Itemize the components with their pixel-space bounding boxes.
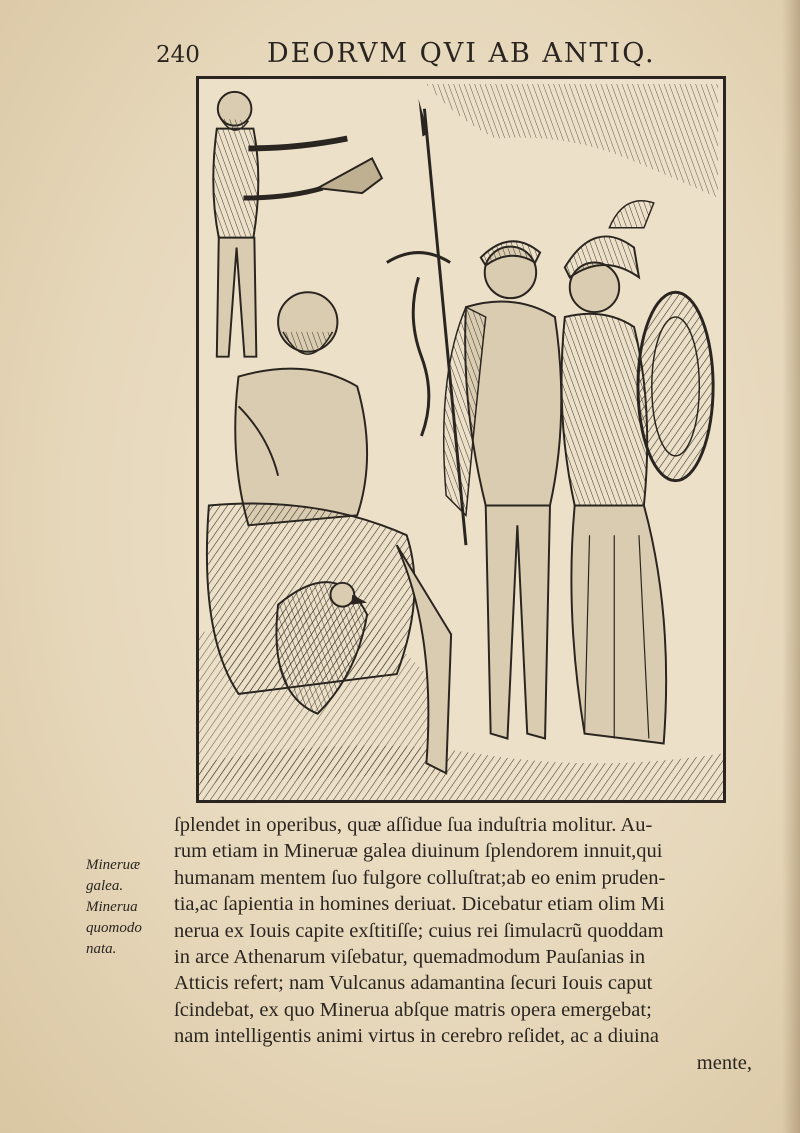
- shield-icon: [638, 292, 713, 480]
- text-line: nerua ex Iouis capite exſtitiſſe; cuius rei ſimulacrũ quoddam: [174, 919, 664, 942]
- margin-note-line: nata.: [86, 941, 117, 957]
- catchword: mente,: [696, 1051, 752, 1074]
- running-head: [150, 38, 690, 72]
- page-edge-shadow: [782, 0, 800, 1133]
- body-text: [174, 812, 752, 1076]
- cloud-shape: [426, 84, 718, 198]
- minerva-figure: [562, 201, 714, 744]
- text-line: tia,ac ſapientia in homines deriuat. Dicebatur etiam olim Mi: [174, 893, 665, 916]
- text-line: Atticis refert; nam Vulcanus adamantina ſecuri Iouis caput: [174, 972, 653, 995]
- running-title: DEORVM QVI AB ANTIQ.: [267, 38, 656, 69]
- margin-note-minerva-helmet: [86, 855, 178, 897]
- margin-note-minerva-birth: [86, 897, 178, 960]
- page-number: 240: [156, 42, 200, 68]
- caduceus-icon: [413, 277, 429, 436]
- margin-notes: [86, 855, 178, 960]
- woodcut-illustration: [196, 76, 726, 803]
- mercury-figure: [387, 99, 561, 739]
- margin-note-line: Mineruæ: [86, 857, 141, 873]
- text-line: ſcindebat, ex quo Minerua abſque matris opera emergebat;: [174, 998, 652, 1021]
- margin-note-line: Minerua: [86, 899, 138, 915]
- text-line: in arce Athenarum viſebatur, quemadmodum Pauſanias in: [174, 946, 646, 969]
- text-line: humanam mentem ſuo fulgore colluſtrat;ab eo enim pruden-: [174, 866, 666, 889]
- axe-icon: [318, 158, 382, 193]
- margin-note-line: quomodo: [86, 920, 142, 936]
- text-line: rum etiam in Mineruæ galea diuinum ſplendorem innuit,qui: [174, 840, 663, 863]
- text-line: nam intelligentis animi virtus in cerebro reſidet, ac a diuina: [174, 1025, 660, 1048]
- text-line: ſplendet in operibus, quæ aſſidue ſua induſtria molitur. Au-: [174, 814, 653, 836]
- margin-note-line: galea.: [86, 878, 124, 894]
